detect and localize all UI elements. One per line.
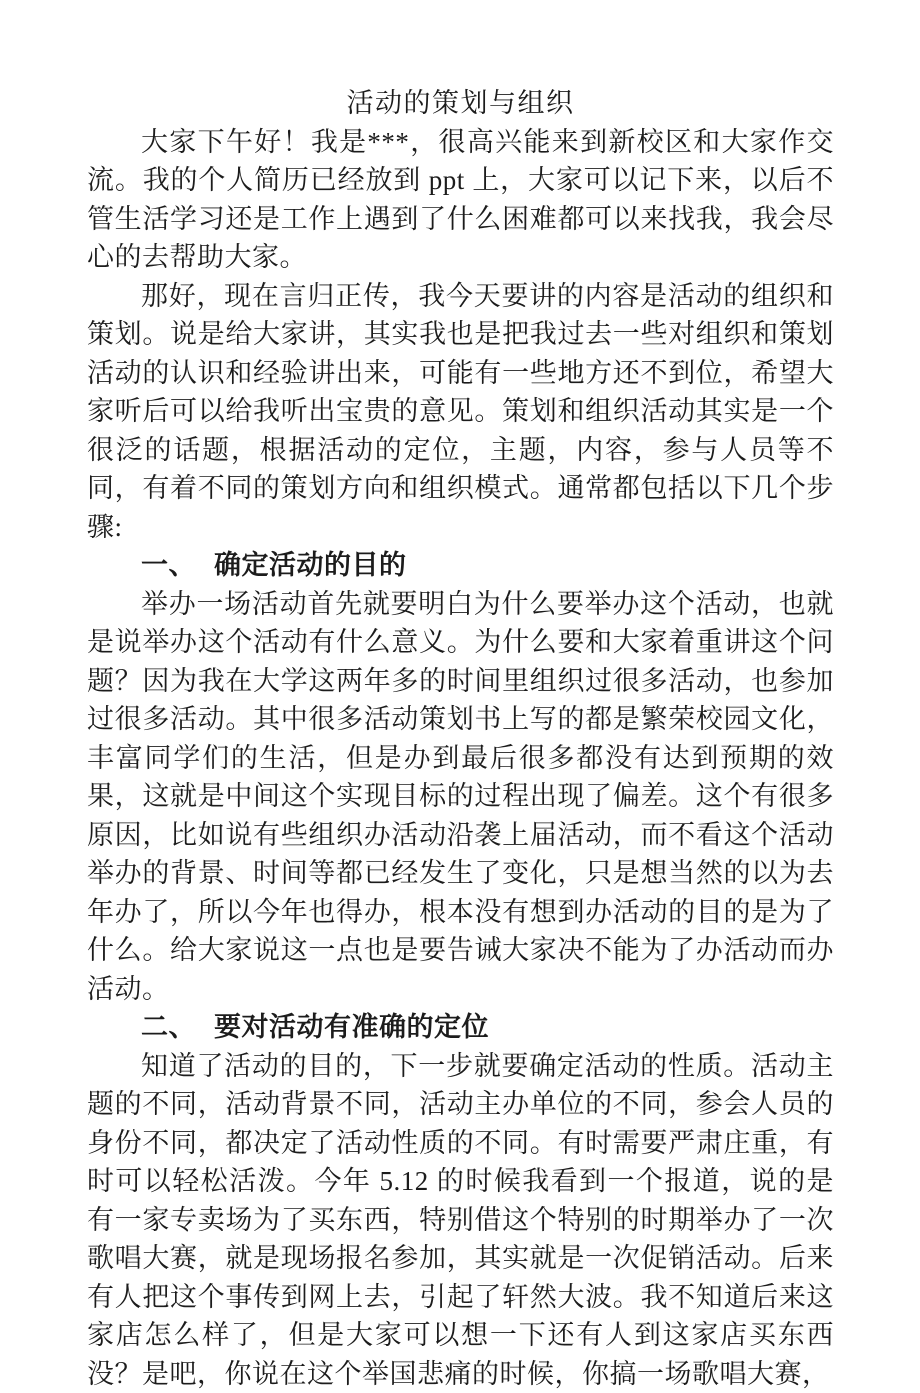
paragraph-intro: 大家下午好！我是***，很高兴能来到新校区和大家作交流。我的个人简历已经放到 ppt 上，大家可以记下来，以后不管生活学习还是工作上遇到了什么困难都可以来找我，我会尽心的去帮助大家。 [87, 123, 834, 277]
section-title-1: 确定活动的目的 [214, 550, 407, 580]
section-number-1: 一、 [141, 550, 196, 580]
paragraph-overview: 那好，现在言归正传，我今天要讲的内容是活动的组织和策划。说是给大家讲，其实我也是把我过去一些对组织和策划活动的认识和经验讲出来，可能有一些地方还不到位，希望大家听后可以给我听出宝贵的意见。策划和组织活动其实是一个很泛的话题，根据活动的定位，主题，内容，参与人员等不同，有着不同的策划方向和组织模式。通常都包括以下几个步骤: [87, 277, 834, 547]
paragraph-section-1-body: 举办一场活动首先就要明白为什么要举办这个活动，也就是说举办这个活动有什么意义。为什么要和大家着重讲这个问题？因为我在大学这两年多的时间里组织过很多活动，也参加过很多活动。其中很多活动策划书上写的都是繁荣校园文化，丰富同学们的生活，但是办到最后很多都没有达到预期的效果，这就是中间这个实现目标的过程出现了偏差。这个有很多原因，比如说有些组织办活动沿袭上届活动，而不看这个活动举办的背景、时间等都已经发生了变化，只是想当然的以为去年办了，所以今年也得办，根本没有想到办活动的目的是为了什么。给大家说这一点也是要告诫大家决不能为了办活动而办活动。 [87, 585, 834, 1009]
section-number-2: 二、 [141, 1012, 196, 1042]
document-title: 活动的策划与组织 [87, 84, 834, 123]
section-heading-1 [87, 546, 834, 585]
section-heading-2 [87, 1008, 834, 1047]
paragraph-section-2-body: 知道了活动的目的，下一步就要确定活动的性质。活动主题的不同，活动背景不同，活动主办单位的不同，参会人员的身份不同，都决定了活动性质的不同。有时需要严肃庄重，有时可以轻松活泼。今年 5.12 的时候我看到一个报道，说的是有一家专卖场为了买东西，特别借这个特别的时期举办了一次歌唱大赛，就是现场报名参加，其实就是一次促销活动。后来有人把这个事传到网上去，引起了轩然大波。我不知道后来这家店怎么样了，但是大家可以想一下还有人到这家店买东西没？是吧，你说在这个举国悲痛的时候，你搞一场歌唱大赛， [87, 1047, 834, 1393]
section-title-2: 要对活动有准确的定位 [214, 1012, 489, 1042]
